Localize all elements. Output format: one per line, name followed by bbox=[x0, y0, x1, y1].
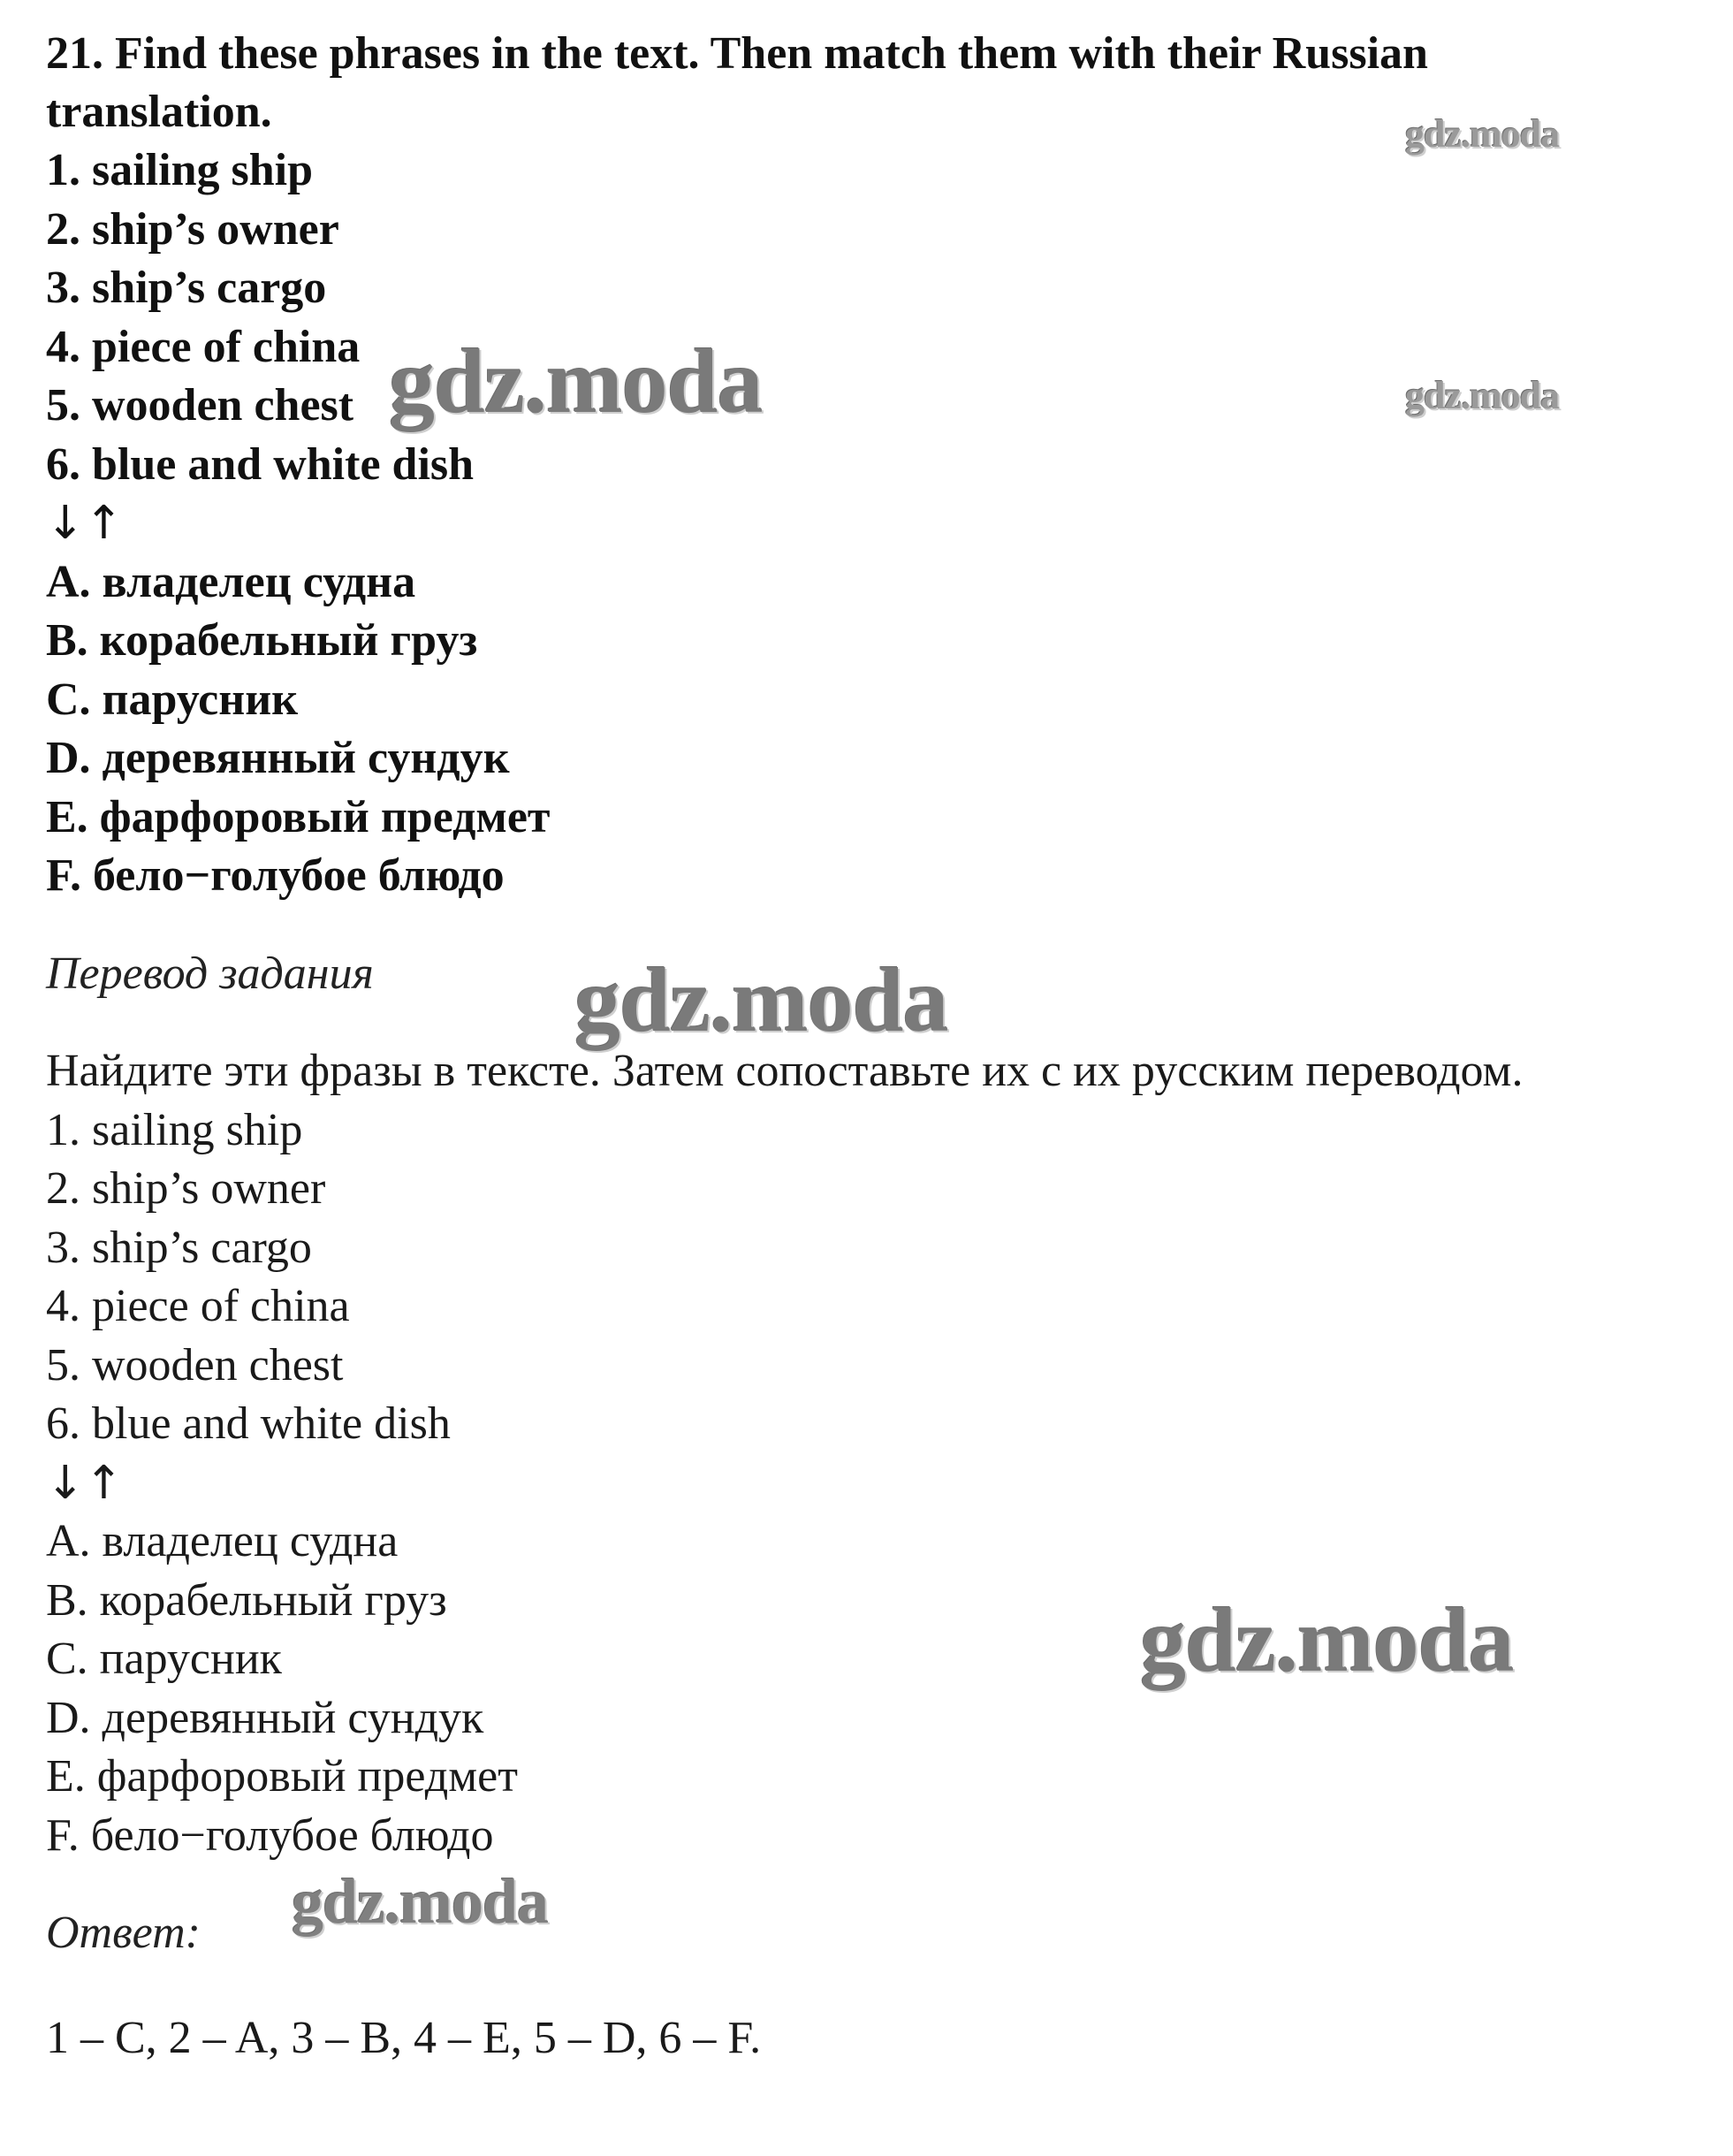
list-item: 4. piece of china bbox=[46, 1281, 350, 1331]
document-page bbox=[46, 25, 1707, 2068]
list-item: 2. ship’s owner bbox=[46, 203, 339, 255]
watermark-logo: gdz.moda bbox=[1140, 1589, 1514, 1691]
list-item: D. деревянный сундук bbox=[46, 1692, 484, 1743]
translation-phrase-list bbox=[46, 1101, 1707, 1454]
watermark-logo: gdz.moda bbox=[292, 1866, 549, 1937]
exercise-title bbox=[46, 25, 1707, 141]
exercise-translation-list bbox=[46, 553, 1707, 906]
watermark-logo: gdz.moda bbox=[389, 331, 763, 432]
list-item: D. деревянный сундук bbox=[46, 733, 510, 783]
list-item: C. парусник bbox=[46, 674, 299, 725]
translation-translation-list bbox=[46, 1512, 1707, 1865]
match-arrows-icon: ↓↑ bbox=[46, 1456, 124, 1510]
list-item: 3. ship’s cargo bbox=[46, 1222, 312, 1273]
list-item: 4. piece of china bbox=[46, 321, 361, 372]
list-item: 3. ship’s cargo bbox=[46, 263, 327, 313]
list-item: F. бело−голубое блюдо bbox=[46, 1809, 494, 1861]
watermark-logo: gdz.moda bbox=[1405, 374, 1560, 417]
list-item: 1. sailing ship bbox=[46, 145, 314, 195]
exercise-title-line-1: 21. Find these phrases in the text. Then match them with their Russian bbox=[46, 28, 1428, 79]
list-item: 6. blue and white dish bbox=[46, 1398, 451, 1449]
watermark-logo: gdz.moda bbox=[1405, 112, 1560, 156]
list-item: C. парусник bbox=[46, 1634, 282, 1684]
list-item: 5. wooden chest bbox=[46, 380, 354, 430]
list-item: 5. wooden chest bbox=[46, 1339, 344, 1390]
list-item: A. владелец судна bbox=[46, 556, 416, 607]
list-item: F. бело−голубое блюдо bbox=[46, 850, 505, 901]
watermark-logo: gdz.moda bbox=[574, 949, 948, 1051]
match-arrows-icon: ↓↑ bbox=[46, 497, 124, 550]
answer-section-header: Ответ: bbox=[46, 1908, 201, 1958]
list-item: 1. sailing ship bbox=[46, 1104, 303, 1155]
list-item: B. корабельный груз bbox=[46, 615, 478, 666]
exercise-phrase-list bbox=[46, 141, 1707, 494]
list-item: 6. blue and white dish bbox=[46, 438, 475, 490]
list-item: E. фарфоровый предмет bbox=[46, 791, 551, 842]
answer-text: 1 – C, 2 – A, 3 – B, 4 – E, 5 – D, 6 – F. bbox=[46, 2012, 762, 2063]
list-item: 2. ship’s owner bbox=[46, 1163, 326, 1214]
list-item: B. корабельный груз bbox=[46, 1574, 447, 1626]
translation-instruction: Найдите эти фразы в тексте. Затем сопоставьте их с их русским переводом. bbox=[46, 1046, 1524, 1096]
list-item: E. фарфоровый предмет bbox=[46, 1751, 518, 1802]
list-item: A. владелец судна bbox=[46, 1516, 399, 1566]
exercise-title-line-2: translation. bbox=[46, 87, 272, 137]
translation-section-header: Перевод задания bbox=[46, 948, 374, 999]
